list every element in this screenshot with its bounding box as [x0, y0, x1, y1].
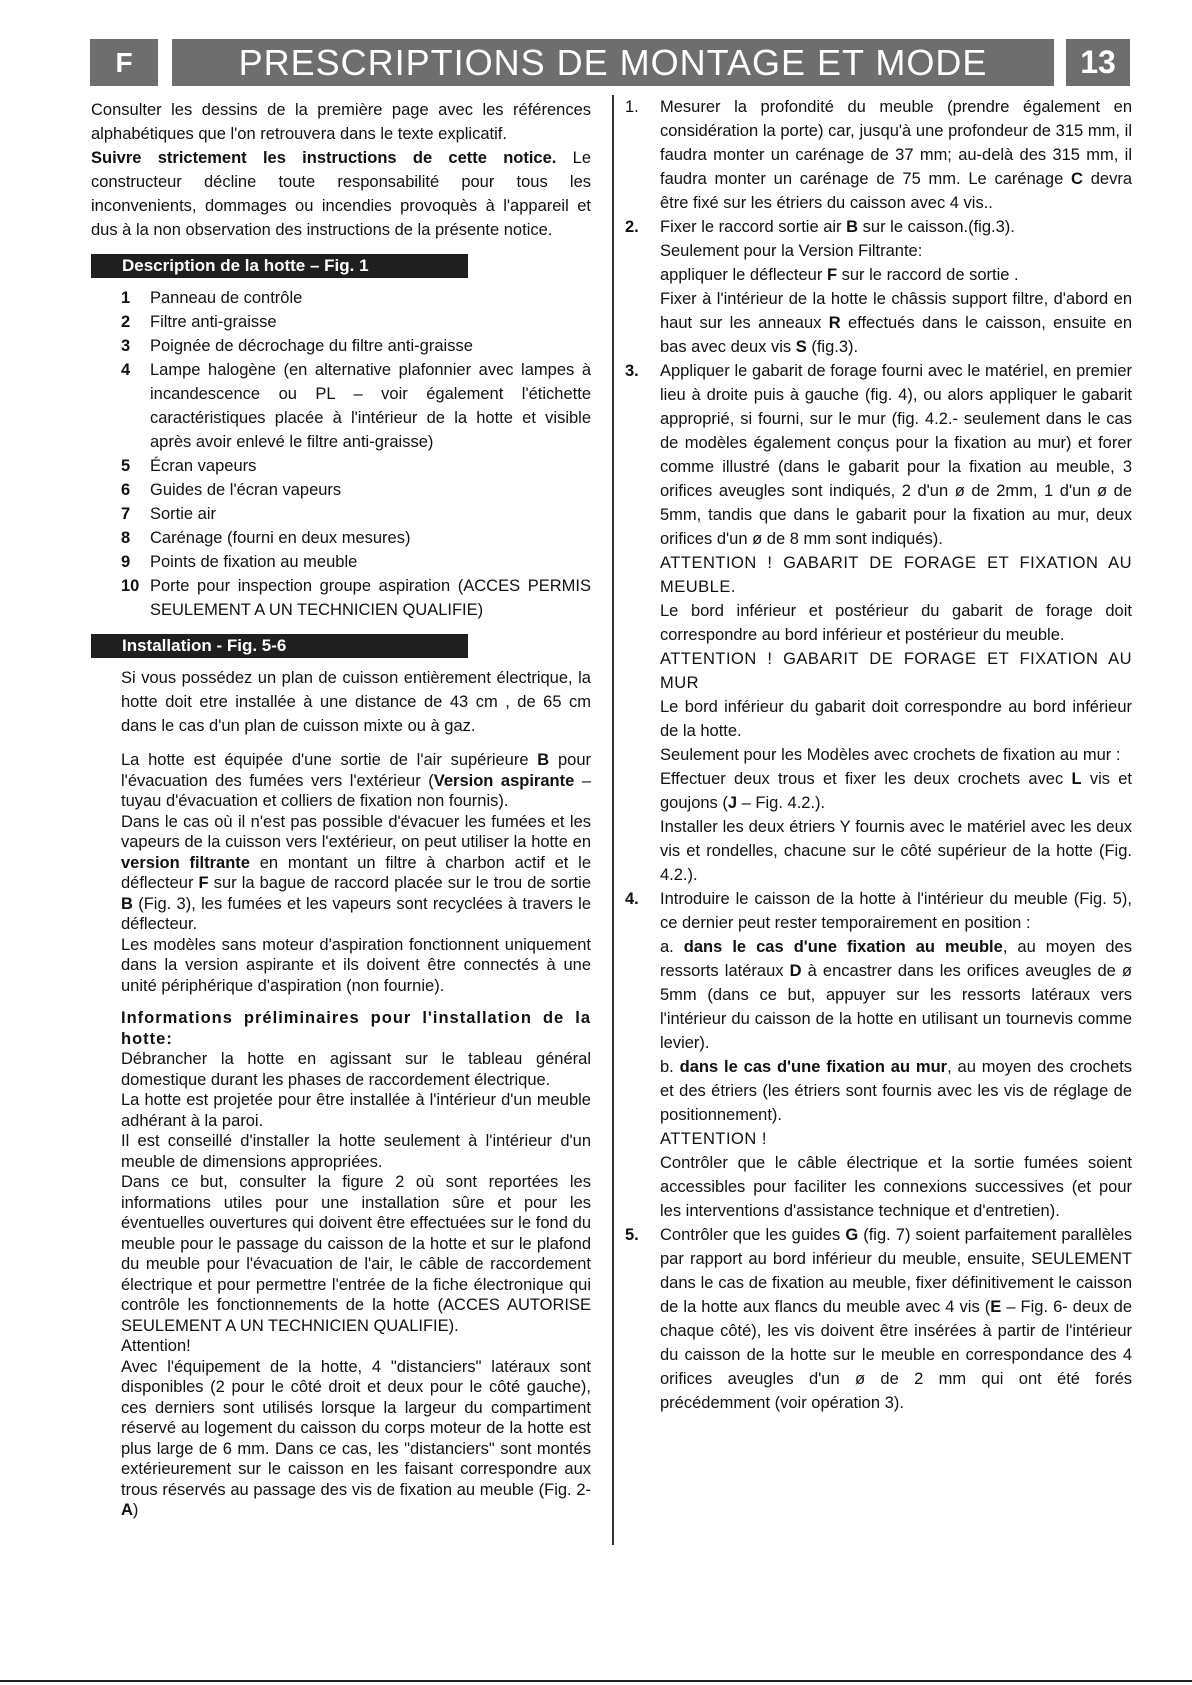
step-4-text: Introduire le caisson de la hotte à l'intérieur du meuble (Fig. 5), ce dernier peut rester temporairement en position :: [660, 890, 1132, 932]
install-distance-paragraph: Si vous possédez un plan de cuisson entièrement électrique, la hotte doit etre installée à une distance de 43 cm , de 65 cm dans le cas d'un plan de cuisson mixte ou à gaz.: [121, 669, 591, 735]
step-3-text: Appliquer le gabarit de forage fourni avec le matériel, en premier lieu à droite puis à gauche (fig. 4), ou alors appliquer le gabarit approprié, si fourni, sur le mur (fig. 4.2.- seulement dans le cas de modèles également conçus pour la fixation au mur) et forer comme illustré (dans le gabarit pour la fixation au meuble, 3 orifices aveugles sont indiqués, 2 d'un ø de 2mm, 1 d'un ø de 5mm, tandis que dans le gabarit pour la fixation au mur, deux orifices d'un ø de 8 mm sont indiqués).: [660, 362, 1132, 548]
prelim-paragraph-1: Débrancher la hotte en agissant sur le tableau général domestique durant les phases de raccordement électrique.: [121, 1050, 591, 1089]
parts-list-text: Lampe halogène (en alternative plafonnier avec lampes à incandescence ou PL – voir également l'étichette caractéristiques placée à l'intérieur de la hotte et visible après avoir enlevé le filtre anti-graisse): [150, 361, 591, 451]
warning-paragraph: [91, 146, 591, 242]
parts-list-item: [121, 574, 591, 622]
parts-list-item: [121, 502, 591, 526]
step-number: 5.: [625, 1226, 639, 1244]
parts-list-number: 6: [121, 481, 131, 499]
step-3: [625, 359, 1132, 887]
language-tab: F: [90, 39, 158, 86]
install-aspirante-paragraph: La hotte est équipée d'une sortie de l'air supérieure B pour l'évacuation des fumées vers l'extérieur (Version aspirante – tuyau d'évacuation et colliers de fixation non fournis).: [121, 751, 592, 810]
prelim-attention: Attention!: [121, 1337, 191, 1355]
step-3-attention-meuble: ATTENTION ! GABARIT DE FORAGE ET FIXATION AU MEUBLE.: [660, 554, 1132, 596]
parts-list-number: 8: [121, 529, 131, 547]
warning-text: Le constructeur décline toute responsabilité pour tous les inconvenients, dommages ou incendies provoquès à l'appareil et dus à la non observation des instructions de la présente notice.: [91, 149, 592, 239]
parts-list-text: Porte pour inspection groupe aspiration (ACCES PERMIS SEULEMENT A UN TECHNICIEN QUALIFIE): [150, 577, 591, 619]
prelim-paragraph-2: La hotte est projetée pour être installée à l'intérieur d'un meuble adhérant à la paroi.: [121, 1091, 591, 1130]
parts-list: [121, 286, 591, 622]
step-2-deflecteur: appliquer le déflecteur F sur le raccord de sortie .: [660, 266, 1019, 284]
step-4-controle: Contrôler que le câble électrique et la sortie fumées soient accessibles pour faciliter les connexions successives (et pour les interventions d'assistance technique et d'entretien).: [660, 1154, 1132, 1220]
parts-list-item: [121, 286, 591, 310]
parts-list-text: Guides de l'écran vapeurs: [150, 481, 342, 499]
page-bottom-rule: [0, 1680, 1192, 1682]
parts-list-item: [121, 526, 591, 550]
parts-list-number: 2: [121, 313, 131, 331]
column-divider: [612, 95, 614, 1545]
step-3-bord-mur: Le bord inférieur du gabarit doit correspondre au bord inférieur de la hotte.: [660, 698, 1132, 740]
prelim-paragraph-6: Avec l'équipement de la hotte, 4 "distanciers" latéraux sont disponibles (2 pour le côté droit et deux pour le côté gauche), ces derniers sont utilisés lorsque la largeur du compartiment réservé au logement du caisson du corps moteur de la hotte est plus large de 6 mm. Dans ce cas, les "distanciers" sont montés extérieurement sur le caisson en les faisant correspondre aux trous réservés au passage des vis de fixation au meuble (Fig. 2-A): [121, 1357, 591, 1519]
parts-list-text: Écran vapeurs: [150, 457, 257, 475]
install-models-paragraph: Les modèles sans moteur d'aspiration fonctionnent uniquement dans la version aspirante et ils doivent être connectés à une unité périphérique d'aspiration (non fournie).: [121, 935, 591, 995]
parts-list-item: [121, 334, 591, 358]
step-5-text: Contrôler que les guides G (fig. 7) soient parfaitement parallèles par rapport au bord inférieur du meuble, ensuite, SEULEMENT dans le cas de fixation au meuble, fixer définitivement le caisson de la hotte aux flancs du meuble avec 4 vis (E – Fig. 6- deux de chaque côté), les vis doivent être insérées à partir de l'intérieur du caisson de la hotte sur le meuble en correspondance des 4 orifices aveugles d'un ø de 2 mm qui ont été forés précédemment (voir opération 3).: [660, 1226, 1132, 1412]
warning-bold: Suivre strictement les instructions de cette notice.: [91, 149, 557, 167]
step-number: 1.: [625, 98, 639, 116]
intro-paragraph: Consulter les dessins de la première page avec les références alphabétiques que l'on retrouvera dans le texte explicatif.: [91, 101, 591, 143]
prelim-paragraph-3: Il est conseillé d'installer la hotte seulement à l'intérieur d'un meuble de dimensions appropriées.: [121, 1132, 591, 1171]
step-3-crochets: Seulement pour les Modèles avec crochets de fixation au mur :: [660, 746, 1121, 764]
step-4: [625, 887, 1133, 1223]
parts-list-text: Panneau de contrôle: [150, 289, 303, 307]
section-title-description: Description de la hotte – Fig. 1: [91, 254, 468, 278]
step-4-a: a. dans le cas d'une fixation au meuble, au moyen des ressorts latéraux D à encastrer dans les orifices aveugles de ø 5mm (dans ce but, appuyer sur les ressorts latéraux vers l'intérieur du caisson de la hotte en utilisant un tournevis comme levier).: [660, 938, 1133, 1052]
left-column: [91, 98, 591, 1521]
prelim-paragraph-4: Dans ce but, consulter la figure 2 où sont reportées les informations utiles pour une installation sûre et pour les éventuelles ouvertures qui doivent être effectuées sur le fond du meuble pour le passage du caisson de la hotte et sur le plafond du meuble pour l'évacuation de l'air, le câble de raccordement électrique et pour permettre l'entrée de la fiche électronique qui contrôle les fonctionnements de la hotte (ACCES AUTORISE SEULEMENT A UN TECHNICIEN QUALIFIE).: [121, 1173, 591, 1335]
parts-list-item: [121, 358, 591, 454]
parts-list-item: [121, 478, 591, 502]
parts-list-text: Sortie air: [150, 505, 217, 523]
step-number: 2.: [625, 218, 639, 236]
installation-text: [121, 666, 591, 1521]
parts-list-number: 5: [121, 457, 131, 475]
step-3-etriers: Installer les deux étriers Y fournis avec le matériel avec les deux vis et rondelles, chacune sur le côté supérieur de la hotte (Fig. 4.2.).: [660, 818, 1132, 884]
step-2-filtrante: Seulement pour la Version Filtrante:: [660, 242, 923, 260]
parts-list-text: Poignée de décrochage du filtre anti-graisse: [150, 337, 473, 355]
parts-list-number: 3: [121, 337, 131, 355]
page-number: 13: [1066, 39, 1130, 86]
section-title-installation: Installation - Fig. 5-6: [91, 634, 468, 658]
parts-list-item: [121, 550, 591, 574]
parts-list-number: 10: [121, 577, 140, 595]
parts-list-number: 4: [121, 361, 131, 379]
parts-list-number: 1: [121, 289, 131, 307]
page-header: [90, 39, 1130, 86]
step-3-trous: Effectuer deux trous et fixer les deux crochets avec L vis et goujons (J – Fig. 4.2.).: [660, 770, 1132, 812]
parts-list-text: Carénage (fourni en deux mesures): [150, 529, 411, 547]
step-4-attention: ATTENTION !: [660, 1130, 767, 1148]
parts-list-item: [121, 454, 591, 478]
right-column: [625, 95, 1133, 1415]
step-number: 3.: [625, 362, 639, 380]
step-5: [625, 1223, 1132, 1415]
parts-list-text: Filtre anti-graisse: [150, 313, 277, 331]
parts-list-number: 9: [121, 553, 131, 571]
install-filtrante-paragraph: Dans le cas où il n'est pas possible d'évacuer les fumées et les vapeurs de la cuisson vers l'extérieur, on peut utiliser la hotte en version filtrante en montant un filtre à charbon actif et le déflecteur F sur la bague de raccord placée sur le trou de sortie B (Fig. 3), les fumées et les vapeurs sont recyclées à travers le déflecteur.: [121, 812, 592, 933]
page-title: PRESCRIPTIONS DE MONTAGE ET MODE: [172, 39, 1054, 86]
step-3-bord-meuble: Le bord inférieur et postérieur du gabarit de forage doit correspondre au bord inférieur et postérieur du meuble.: [660, 602, 1132, 644]
step-2-text: Fixer le raccord sortie air B sur le caisson.(fig.3).: [660, 218, 1015, 236]
step-2-chassis: Fixer à l'intérieur de la hotte le châssis support filtre, d'abord en haut sur les anneaux R effectués dans le caisson, ensuite en bas avec deux vis S (fig.3).: [660, 290, 1132, 356]
step-number: 4.: [625, 890, 639, 908]
parts-list-number: 7: [121, 505, 131, 523]
step-1-text: Mesurer la profondité du meuble (prendre également en considération la porte) car, jusqu'à une profondeur de 315 mm, il faudra monter un carénage de 37 mm; au-delà des 315 mm, il faudra monter un carénage de 75 mm. Le carénage C devra être fixé sur les étriers du caisson avec 4 vis..: [660, 98, 1132, 212]
step-1: [625, 95, 1132, 215]
step-4-b: b. dans le cas d'une fixation au mur, au moyen des crochets et des étriers (les étriers sont fournis avec les vis de réglage de positionnement).: [660, 1058, 1132, 1124]
parts-list-item: [121, 310, 591, 334]
step-2: [625, 215, 1132, 359]
parts-list-text: Points de fixation au meuble: [150, 553, 358, 571]
step-3-attention-mur: ATTENTION ! GABARIT DE FORAGE ET FIXATION AU MUR: [660, 650, 1132, 692]
prelim-title: Informations préliminaires pour l'installation de la hotte:: [121, 1009, 591, 1048]
